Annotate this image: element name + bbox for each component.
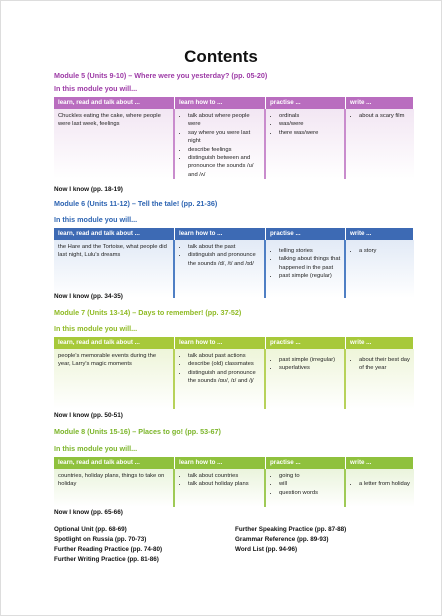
extra-link[interactable]: Further Speaking Practice (pp. 87-88): [235, 526, 347, 533]
module-intro: In this module you will...: [54, 444, 138, 453]
table-header: [54, 337, 414, 349]
table-row: [54, 349, 414, 409]
list-item: • was/were: [279, 120, 341, 128]
list-item: • distinguish between and pronounce the sounds /u/ and /ʌ/: [188, 154, 261, 179]
list-item: • about a scary film: [359, 112, 411, 120]
list-item: • talk about holiday plans: [188, 480, 261, 488]
about-cell: Chuckles eating the cake, where people were last week, feelings: [54, 109, 175, 179]
now-i-know: Now I know (pp. 50-51): [54, 412, 123, 419]
list-item: • past simple (irregular): [279, 356, 341, 364]
now-i-know: Now I know (pp. 34-35): [54, 293, 123, 300]
about-cell: people's memorable events during the year, Larry's magic moments: [54, 349, 175, 409]
how-cell: [175, 349, 266, 409]
column-header-about: learn, read and talk about ...: [54, 228, 175, 240]
column-header-how: learn how to ...: [175, 228, 266, 240]
column-header-about: learn, read and talk about ...: [54, 97, 175, 109]
module-title: Module 7 (Units 13-14) – Days to remember! (pp. 37-52): [54, 308, 242, 317]
list-item: • going to: [279, 472, 341, 480]
how-cell: [175, 240, 266, 298]
module-7: [54, 308, 414, 409]
extra-link[interactable]: Grammar Reference (pp. 89-93): [235, 536, 329, 543]
now-i-know: Now I know (pp. 18-19): [54, 186, 123, 193]
module-title: Module 8 (Units 15-16) – Places to go! (pp. 53-67): [54, 427, 221, 436]
module-6: [54, 199, 414, 298]
column-header-write: write ...: [346, 97, 414, 109]
list-item: • talk about past actions: [188, 352, 261, 360]
column-header-how: learn how to ...: [175, 457, 266, 469]
about-cell: the Hare and the Tortoise, what people did last night, Lulu's dreams: [54, 240, 175, 298]
list-item: • past simple (regular): [279, 272, 341, 280]
list-item: • will: [279, 480, 341, 488]
module-5: [54, 71, 414, 179]
list-item: • there was/were: [279, 129, 341, 137]
column-header-practise: practise ...: [266, 228, 346, 240]
extra-link[interactable]: Further Reading Practice (pp. 74-80): [54, 546, 163, 553]
column-header-practise: practise ...: [266, 337, 346, 349]
module-title: Module 5 (Units 9-10) – Where were you yesterday? (pp. 05-20): [54, 71, 268, 80]
extra-link[interactable]: Optional Unit (pp. 68-69): [54, 526, 127, 533]
practise-cell: [266, 469, 346, 507]
module-intro: In this module you will...: [54, 84, 138, 93]
table-row: [54, 240, 414, 298]
list-item: • talk about where people were: [188, 112, 261, 129]
list-item: • ordinals: [279, 112, 341, 120]
list-item: • distinguish and pronounce the sounds /ɑʊ/, /ɪ/ and /j/: [188, 369, 261, 386]
list-item: • describe feelings: [188, 146, 261, 154]
list-item: • distinguish and pronounce the sounds /d/, /t/ and /ɪd/: [188, 251, 261, 268]
list-item: • superlatives: [279, 364, 341, 372]
list-item: • describe (old) classmates: [188, 360, 261, 368]
page-title: Contents: [184, 47, 258, 66]
how-cell: [175, 469, 266, 507]
table-header: [54, 97, 414, 109]
write-cell: [346, 240, 414, 298]
extras-right: [235, 525, 346, 555]
module-intro: In this module you will...: [54, 324, 138, 333]
how-cell: [175, 109, 266, 179]
list-item: • say where you were last night: [188, 129, 261, 146]
extra-link[interactable]: Further Writing Practice (pp. 81-86): [54, 556, 159, 563]
list-item: • a letter from holiday: [359, 480, 411, 488]
list-item: • talk about the past: [188, 243, 261, 251]
list-item: • question words: [279, 489, 341, 497]
extras-left: [54, 525, 162, 565]
column-header-how: learn how to ...: [175, 97, 266, 109]
extra-link[interactable]: Spotlight on Russia (pp. 70-73): [54, 536, 147, 543]
list-item: • a story: [359, 247, 411, 255]
list-item: • about their best day of the year: [359, 356, 411, 373]
column-header-write: write ...: [346, 228, 414, 240]
column-header-about: learn, read and talk about ...: [54, 337, 175, 349]
table-header: [54, 228, 414, 240]
write-cell: [346, 469, 414, 507]
list-item: • telling stories: [279, 247, 341, 255]
table-header: [54, 457, 414, 469]
column-header-practise: practise ...: [266, 457, 346, 469]
column-header-practise: practise ...: [266, 97, 346, 109]
list-item: • talking about things that happened in the past: [279, 255, 341, 272]
practise-cell: [266, 240, 346, 298]
column-header-write: write ...: [346, 337, 414, 349]
module-8: [54, 427, 414, 507]
extra-link[interactable]: Word List (pp. 94-96): [235, 546, 298, 553]
column-header-about: learn, read and talk about ...: [54, 457, 175, 469]
column-header-write: write ...: [346, 457, 414, 469]
module-title: Module 6 (Units 11-12) – Tell the tale! (pp. 21-36): [54, 199, 218, 208]
practise-cell: [266, 109, 346, 179]
column-header-how: learn how to ...: [175, 337, 266, 349]
now-i-know: Now I know (pp. 65-66): [54, 509, 123, 516]
list-item: • talk about countries: [188, 472, 261, 480]
table-row: [54, 469, 414, 507]
module-intro: In this module you will...: [54, 215, 138, 224]
write-cell: [346, 349, 414, 409]
write-cell: [346, 109, 414, 179]
table-row: [54, 109, 414, 179]
about-cell: countries, holiday plans, things to take on holiday: [54, 469, 175, 507]
practise-cell: [266, 349, 346, 409]
